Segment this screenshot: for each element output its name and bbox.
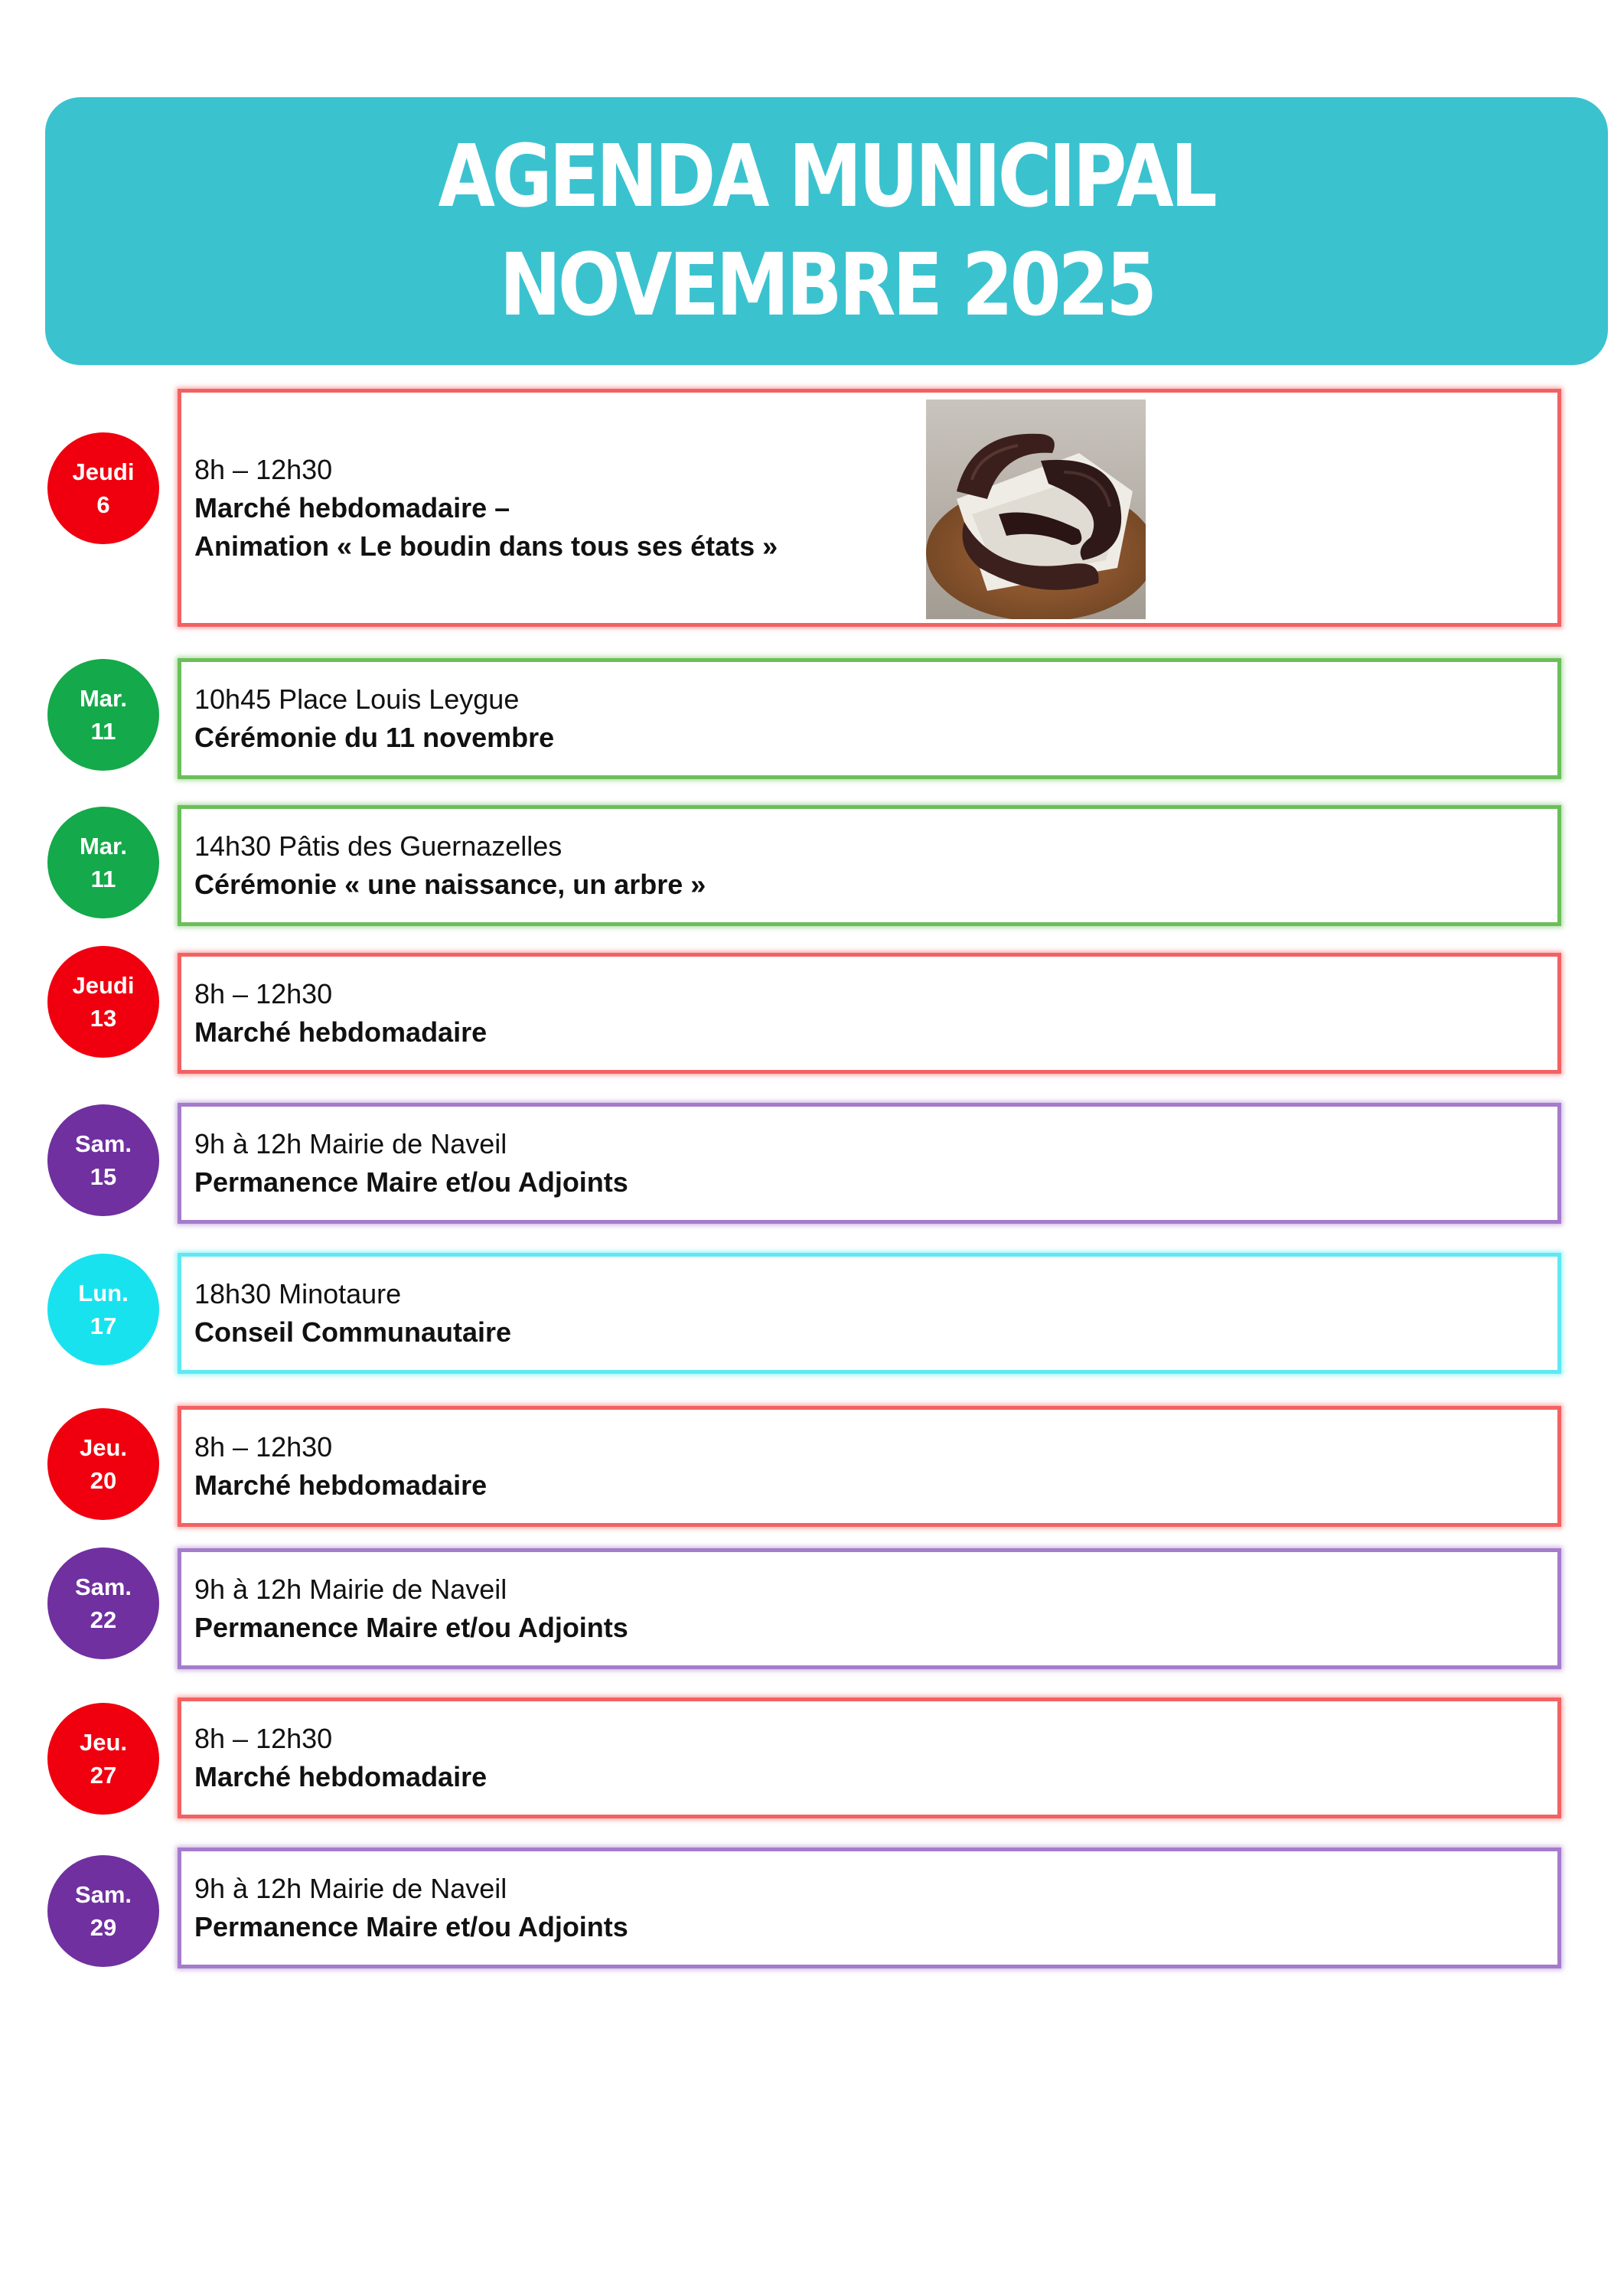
event-card (178, 389, 1561, 627)
event-card (178, 658, 1561, 779)
event-time: 18h30 Minotaure (194, 1278, 402, 1309)
day-number: 20 (90, 1467, 117, 1494)
event-time: 14h30 Pâtis des Guernazelles (194, 830, 563, 862)
event-title: Conseil Communautaire (194, 1316, 512, 1348)
event-title: Cérémonie du 11 novembre (194, 722, 555, 753)
day-badge (47, 1548, 159, 1659)
day-badge (47, 432, 159, 544)
event-time: 8h – 12h30 (194, 453, 333, 485)
event-time: 9h à 12h Mairie de Naveil (194, 1574, 507, 1605)
event-title: Permanence Maire et/ou Adjoints (194, 1166, 628, 1198)
day-label: Jeudi (72, 972, 135, 999)
day-number: 13 (90, 1005, 117, 1032)
event-title: Marché hebdomadaire (194, 1469, 488, 1501)
day-label: Lun. (78, 1280, 129, 1306)
event-card (178, 953, 1561, 1074)
event-card (178, 1103, 1561, 1224)
header-title-line2: NOVEMBRE 2025 (499, 236, 1154, 335)
day-number: 11 (90, 866, 116, 892)
day-label: Sam. (74, 1130, 132, 1157)
event-time: 8h – 12h30 (194, 1431, 333, 1463)
day-label: Jeu. (79, 1434, 128, 1461)
event-time: 9h à 12h Mairie de Naveil (194, 1128, 507, 1159)
header-title-line1: AGENDA MUNICIPAL (439, 127, 1215, 227)
event-title: Permanence Maire et/ou Adjoints (194, 1911, 628, 1942)
day-badge (47, 1408, 159, 1520)
day-badge (47, 1703, 159, 1815)
day-label: Jeu. (79, 1729, 128, 1756)
event-card (178, 1848, 1561, 1968)
day-number: 6 (96, 491, 110, 518)
day-badge (47, 946, 159, 1058)
day-number: 15 (90, 1163, 117, 1190)
day-label: Sam. (74, 1574, 132, 1600)
day-badge (47, 659, 159, 771)
day-number: 22 (90, 1606, 117, 1633)
event-card (178, 1253, 1561, 1374)
day-number: 11 (90, 718, 116, 745)
day-number: 17 (90, 1313, 117, 1339)
day-badge (47, 1254, 159, 1365)
event-card (178, 1406, 1561, 1527)
day-badge (47, 1855, 159, 1967)
event-title: Marché hebdomadaire (194, 1016, 488, 1048)
agenda-header (45, 97, 1608, 365)
day-badge (47, 807, 159, 918)
day-number: 27 (90, 1762, 117, 1789)
day-label: Sam. (74, 1881, 132, 1908)
day-label: Mar. (79, 833, 128, 859)
event-card (178, 1698, 1561, 1818)
event-card (178, 1548, 1561, 1669)
event-title: Cérémonie « une naissance, un arbre » (194, 869, 706, 900)
day-label: Jeudi (72, 458, 135, 485)
event-title-line2: Animation « Le boudin dans tous ses états » (194, 530, 778, 562)
event-time: 9h à 12h Mairie de Naveil (194, 1873, 507, 1904)
event-time: 8h – 12h30 (194, 978, 333, 1009)
event-card (178, 805, 1561, 926)
day-badge (47, 1104, 159, 1216)
day-label: Mar. (79, 685, 128, 712)
event-title: Marché hebdomadaire – (194, 491, 510, 523)
event-time: 10h45 Place Louis Leygue (194, 683, 520, 715)
event-time: 8h – 12h30 (194, 1723, 333, 1754)
event-title: Marché hebdomadaire (194, 1761, 488, 1792)
event-title: Permanence Maire et/ou Adjoints (194, 1612, 628, 1643)
boudin-photo (926, 400, 1146, 619)
day-number: 29 (90, 1914, 117, 1941)
